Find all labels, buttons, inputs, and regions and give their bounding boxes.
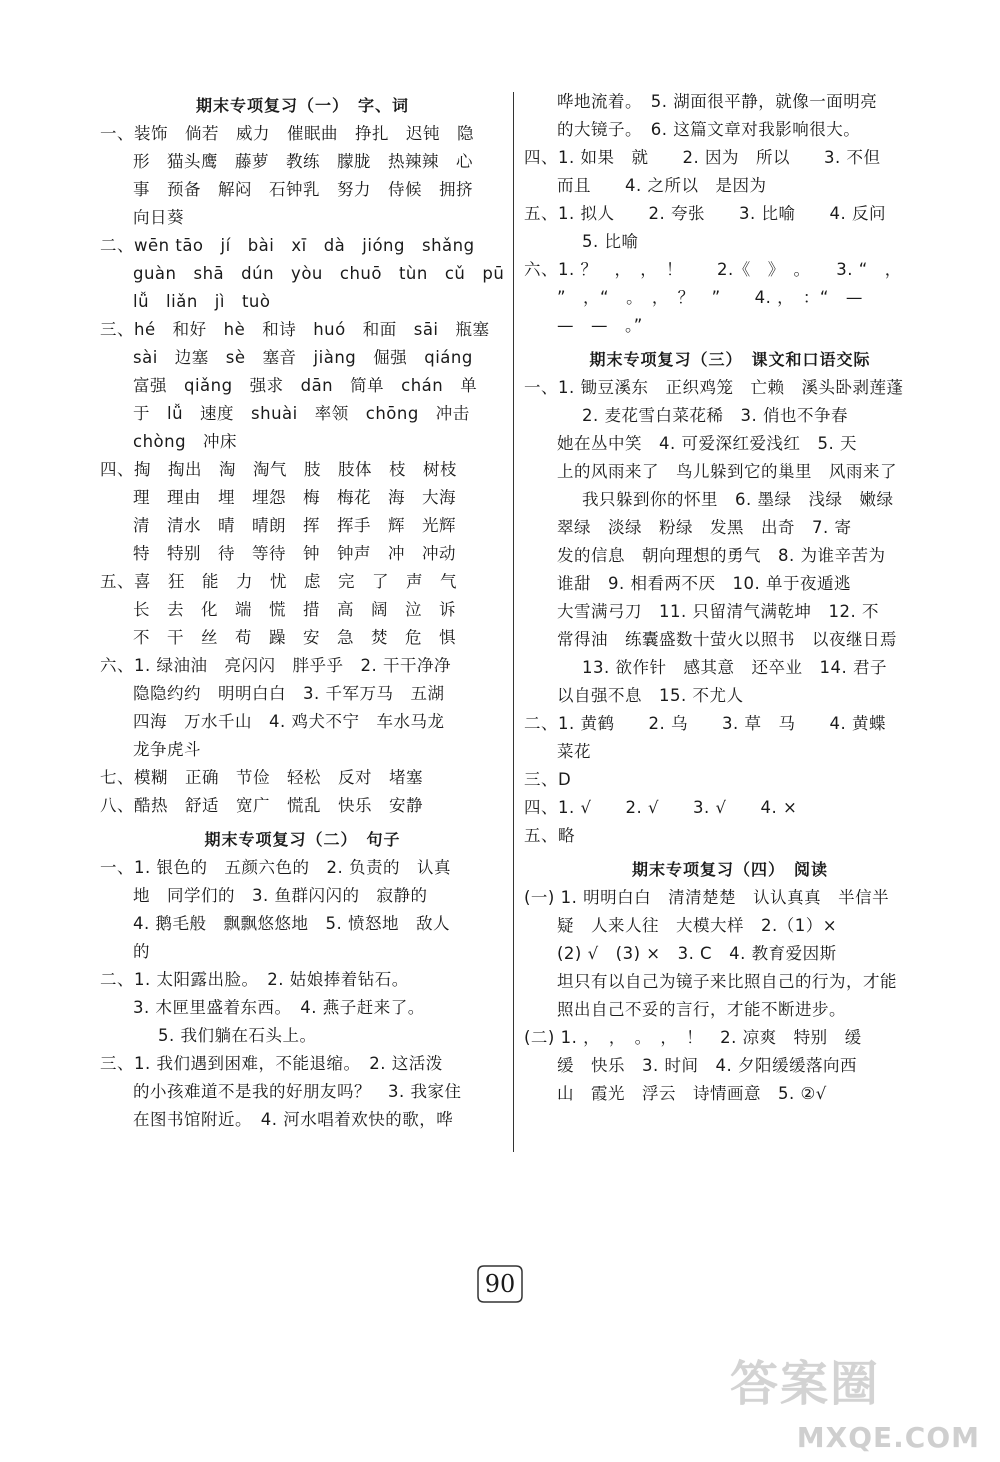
- text-line: 清 清水 晴 晴朗 挥 挥手 辉 光辉: [133, 516, 456, 535]
- text-line: 13. 欲作针 感其意 还卒业 14. 君子: [582, 658, 887, 677]
- text-line: 不 干 丝 苟 躁 安 急 焚 危 惧: [133, 628, 456, 647]
- continued-body: [524, 88, 936, 340]
- text-line: — — 。”: [557, 316, 643, 335]
- text-line: 一、1. 银色的 五颜六色的 2. 负责的 认真: [100, 858, 451, 877]
- text-line: 二、1. 太阳露出脸。 2. 姑娘捧着钻石。: [100, 970, 409, 989]
- text-line: 理 理由 埋 埋怨 梅 梅花 海 大海: [133, 488, 456, 507]
- text-line: 事 预备 解闷 石钟乳 努力 侍候 拥挤: [133, 180, 473, 199]
- text-line: 而且 4. 之所以 是因为: [557, 176, 767, 195]
- text-line: sài 边塞 sè 塞音 jiàng 倔强 qiáng: [133, 348, 473, 367]
- text-line: 富强 qiǎng 强求 dān 简单 chán 单: [133, 376, 478, 395]
- watermark-logo: [730, 1354, 980, 1454]
- right-column: [524, 88, 936, 1108]
- column-divider: [513, 92, 514, 1152]
- text-line: 发的信息 朝向理想的勇气 8. 为谁辛苦为: [557, 546, 886, 565]
- text-line: 五、1. 拟人 2. 夸张 3. 比喻 4. 反问: [524, 204, 886, 223]
- text-line: chòng 冲床: [133, 432, 238, 451]
- section-title-3: 期末专项复习（三） 课文和口语交际: [589, 350, 871, 369]
- text-line: 在图书馆附近。 4. 河水唱着欢快的歌，哗: [133, 1110, 454, 1129]
- text-line: 常得油 练囊盛数十萤火以照书 以夜继日焉: [557, 630, 897, 649]
- text-line: 一、装饰 倘若 威力 催眠曲 挣扎 迟钝 隐: [100, 124, 474, 143]
- text-line: 4. 鹅毛般 飘飘悠悠地 5. 愤怒地 敌人: [133, 914, 450, 933]
- text-line: 疑 人来人往 大模大样 2.（1）×: [557, 916, 838, 935]
- text-line: 哗地流着。 5. 湖面很平静，就像一面明亮: [557, 92, 878, 111]
- text-line: 的小孩难道不是我的好朋友吗？ 3. 我家住: [133, 1082, 462, 1101]
- text-line: 翠绿 淡绿 粉绿 发黑 出奇 7. 寄: [557, 518, 852, 537]
- text-line: guàn shā dún yòu chuō tùn cǔ pū: [133, 264, 505, 283]
- text-line: 四、1. 如果 就 2. 因为 所以 3. 不但: [524, 148, 881, 167]
- text-line: 2. 麦花雪白菜花稀 3. 俏也不争春: [582, 406, 848, 425]
- text-line: 的: [133, 942, 150, 961]
- text-line: 一、1. 锄豆溪东 正织鸡笼 亡赖 溪头卧剥莲蓬: [524, 378, 904, 397]
- text-line: 山 霞光 浮云 诗情画意 5. ②√: [557, 1084, 827, 1103]
- watermark-url: MXQE.COM: [796, 1421, 980, 1454]
- text-line: 形 猫头鹰 藤萝 教练 朦胧 热辣辣 心: [133, 152, 473, 171]
- text-line: 二、1. 黄鹤 2. 乌 3. 草 马 4. 黄蝶: [524, 714, 886, 733]
- page-number: 90: [474, 1262, 526, 1306]
- text-line: 三、hé 和好 hè 和诗 huó 和面 sāi 瓶塞: [100, 320, 490, 339]
- text-line: 上的风雨来了 鸟儿躲到它的巢里 风雨来了: [557, 462, 897, 481]
- section-title-4: 期末专项复习（四） 阅读: [631, 860, 828, 879]
- text-line: (2) √ (3) × 3. C 4. 教育爱因斯: [557, 944, 837, 963]
- text-line: 3. 木匣里盛着东西。 4. 燕子赶来了。: [133, 998, 425, 1017]
- text-line: 于 lǚ 速度 shuài 率领 chōng 冲击: [133, 404, 470, 423]
- text-line: 四海 万水千山 4. 鸡犬不宁 车水马龙: [133, 712, 445, 731]
- text-line: 的大镜子。 6. 这篇文章对我影响很大。: [557, 120, 861, 139]
- text-line: 五、喜 狂 能 力 忧 虑 完 了 声 气: [100, 572, 457, 591]
- text-line: 谁甜 9. 相看两不厌 10. 单于夜遁逃: [557, 574, 851, 593]
- text-line: 四、1. √ 2. √ 3. √ 4. ×: [524, 798, 798, 817]
- text-line: 八、酷热 舒适 宽广 慌乱 快乐 安静: [100, 796, 423, 815]
- section-4-body: [524, 884, 936, 1108]
- text-line: 四、掏 掏出 淘 淘气 肢 肢体 枝 树枝: [100, 460, 457, 479]
- text-line: 菜花: [557, 742, 591, 761]
- text-line: 她在丛中笑 4. 可爱深红爱浅红 5. 天: [557, 434, 857, 453]
- left-column: [100, 92, 505, 1134]
- text-line: 五、略: [524, 826, 575, 845]
- section-title-2: 期末专项复习（二） 句子: [204, 830, 401, 849]
- section-3-body: [524, 374, 936, 850]
- text-line: (一) 1. 明明白白 清清楚楚 认认真真 半信半: [524, 888, 890, 907]
- section-title-1: 期末专项复习（一） 字、词: [195, 96, 409, 115]
- text-line: 以自强不息 15. 不尤人: [557, 686, 744, 705]
- watermark-text: 答案圈: [730, 1356, 881, 1412]
- text-line: ” ，“ 。 ， ？ ” 4. ， ：“ —: [557, 288, 863, 307]
- text-line: 大雪满弓刀 11. 只留清气满乾坤 12. 不: [557, 602, 879, 621]
- text-line: 我只躲到你的怀里 6. 墨绿 浅绿 嫩绿: [582, 490, 894, 509]
- text-line: 缓 快乐 3. 时间 4. 夕阳缓缓落向西: [557, 1056, 857, 1075]
- text-line: 三、1. 我们遇到困难，不能退缩。 2. 这活泼: [100, 1054, 443, 1073]
- section-2-body: [100, 854, 505, 1134]
- text-line: 三、D: [524, 770, 572, 789]
- text-line: (二) 1. ， ， 。 ， ！ 2. 凉爽 特别 缓: [524, 1028, 862, 1047]
- text-line: 地 同学们的 3. 鱼群闪闪的 寂静的: [133, 886, 428, 905]
- text-line: lǚ liǎn jì tuò: [133, 292, 271, 311]
- text-line: 向日葵: [133, 208, 184, 227]
- text-line: 二、wēn tāo jí bài xī dà jióng shǎng: [100, 236, 475, 255]
- text-line: 5. 我们躺在石头上。: [158, 1026, 317, 1045]
- section-1-body: [100, 120, 505, 820]
- text-line: 六、1. ？ ， ， ！ 2.《 》 。 3. “ ，: [524, 260, 902, 279]
- text-line: 照出自己不妥的言行，才能不断进步。: [557, 1000, 846, 1019]
- text-line: 坦只有以自己为镜子来比照自己的行为，才能: [557, 972, 897, 991]
- text-line: 隐隐约约 明明白白 3. 千军万马 五湖: [133, 684, 445, 703]
- text-line: 六、1. 绿油油 亮闪闪 胖乎乎 2. 干干净净: [100, 656, 451, 675]
- text-line: 5. 比喻: [582, 232, 639, 251]
- text-line: 龙争虎斗: [133, 740, 201, 759]
- text-line: 长 去 化 端 慌 措 高 阔 泣 诉: [133, 600, 456, 619]
- text-line: 七、模糊 正确 节俭 轻松 反对 堵塞: [100, 768, 423, 787]
- text-line: 特 特别 待 等待 钟 钟声 冲 冲动: [133, 544, 456, 563]
